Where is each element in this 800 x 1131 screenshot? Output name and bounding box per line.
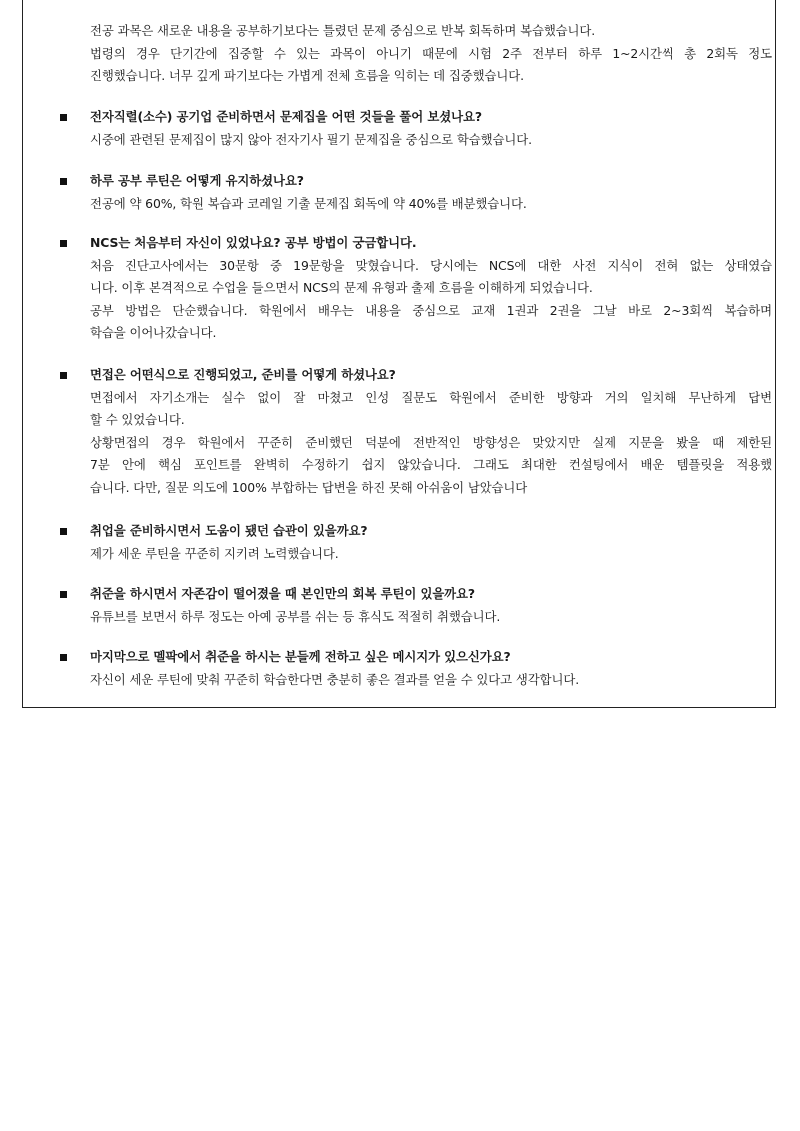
answer-line: 자신이 세운 루틴에 맞춰 꾸준히 학습한다면 충분히 좋은 결과를 얻을 수 있다고 생각합니다.	[90, 671, 580, 687]
answer-line: 니다. 이후 본격적으로 수업을 들으면서 NCS의 문제 유형과 출제 흐름을 이해하게 되었습니다.	[90, 280, 593, 295]
answer	[60, 606, 772, 629]
answer-line: 처음 진단고사에서는 30문항 중 19문항을 맞혔습니다. 당시에는 NCS에 대한 사전 지식이 전혀 없는 상태였습	[90, 257, 772, 273]
question	[60, 646, 772, 669]
intro-paragraph	[90, 20, 772, 88]
answer	[60, 129, 772, 152]
answer	[60, 193, 772, 216]
square-bullet-icon	[60, 372, 67, 379]
qa-item	[60, 646, 772, 691]
answer	[60, 387, 772, 500]
qa-item	[60, 520, 772, 565]
intro-line: 진행했습니다. 너무 깊게 파기보다는 가볍게 전체 흐름을 익히는 데 집중했습니다.	[90, 68, 524, 83]
question	[60, 583, 772, 606]
question-text: 취준을 하시면서 자존감이 떨어졌을 때 본인만의 회복 루틴이 있을까요?	[90, 586, 476, 601]
qa-item	[60, 170, 772, 215]
answer-line: 면접에서 자기소개는 실수 없이 잘 마쳤고 인성 질문도 학원에서 준비한 방향과 거의 일치해 무난하게 답변	[90, 389, 772, 405]
answer-line: 제가 세운 루틴을 꾸준히 지키려 노력했습니다.	[90, 545, 339, 561]
answer-line: 유튜브를 보면서 하루 정도는 아예 공부를 쉬는 등 휴식도 적절히 취했습니다.	[90, 608, 501, 624]
question-text: 취업을 준비하시면서 도움이 됐던 습관이 있을까요?	[90, 523, 368, 538]
qa-item	[60, 364, 772, 499]
qa-item	[60, 232, 772, 345]
square-bullet-icon	[60, 178, 67, 185]
square-bullet-icon	[60, 591, 67, 598]
square-bullet-icon	[60, 240, 67, 247]
question	[60, 364, 772, 387]
answer-line: 습니다. 다만, 질문 의도에 100% 부합하는 답변을 하진 못해 아쉬움이 남았습니다	[90, 479, 528, 495]
question-text: 하루 공부 루틴은 어떻게 유지하셨나요?	[90, 173, 304, 188]
square-bullet-icon	[60, 114, 67, 121]
answer	[60, 255, 772, 345]
intro-line: 전공 과목은 새로운 내용을 공부하기보다는 틀렸던 문제 중심으로 반복 회독하며 복습했습니다.	[90, 23, 596, 38]
question-text: 전자직렬(소수) 공기업 준비하면서 문제집을 어떤 것들을 풀어 보셨나요?	[90, 109, 482, 124]
answer-line: 상황면접의 경우 학원에서 꾸준히 준비했던 덕분에 전반적인 방향성은 맞았지만 실제 지문을 봤을 때 제한된	[90, 434, 772, 450]
answer	[60, 543, 772, 566]
answer-line: 할 수 있었습니다.	[90, 412, 185, 427]
answer-line: 시중에 관련된 문제집이 많지 않아 전자기사 필기 문제집을 중심으로 학습했습니다.	[90, 131, 532, 147]
answer-line: 공부 방법은 단순했습니다. 학원에서 배우는 내용을 중심으로 교재 1권과 2권을 그날 바로 2~3회씩 복습하며	[90, 302, 772, 318]
question-text: NCS는 처음부터 자신이 있었나요? 공부 방법이 궁금합니다.	[90, 235, 417, 250]
question-text: 마지막으로 멜팍에서 취준을 하시는 분들께 전하고 싶은 메시지가 있으신가요?	[90, 649, 511, 664]
intro-line: 법령의 경우 단기간에 집중할 수 있는 과목이 아니기 때문에 시험 2주 전부터 하루 1~2시간씩 총 2회독 정도	[90, 45, 772, 61]
question-text: 면접은 어떤식으로 진행되었고, 준비를 어떻게 하셨나요?	[90, 367, 396, 382]
square-bullet-icon	[60, 528, 67, 535]
qa-item	[60, 106, 772, 151]
question	[60, 520, 772, 543]
answer-line: 전공에 약 60%, 학원 복습과 코레일 기출 문제집 회독에 약 40%를 배분했습니다.	[90, 195, 527, 211]
qa-item	[60, 583, 772, 628]
answer-line: 학습을 이어나갔습니다.	[90, 325, 217, 340]
question	[60, 232, 772, 255]
square-bullet-icon	[60, 654, 67, 661]
answer	[60, 669, 772, 692]
question	[60, 106, 772, 129]
answer-line: 7분 안에 핵심 포인트를 완벽히 수정하기 쉽지 않았습니다. 그래도 최대한 컨설팅에서 배운 템플릿을 적용했	[90, 457, 772, 472]
question	[60, 170, 772, 193]
